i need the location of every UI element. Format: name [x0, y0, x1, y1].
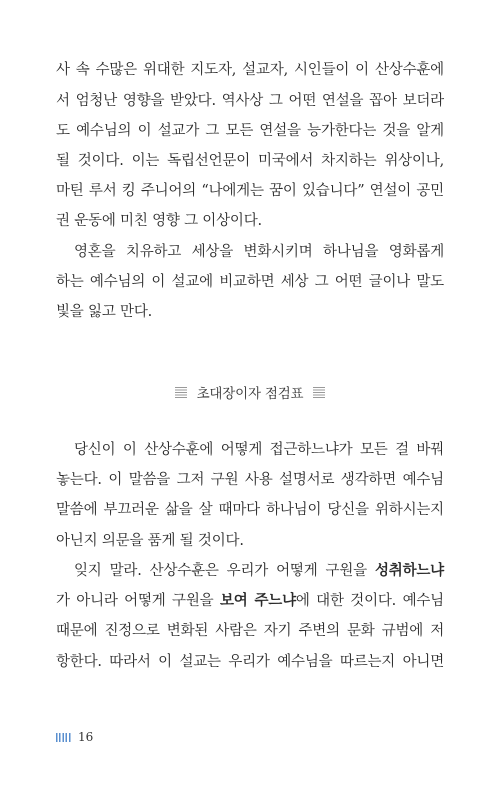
body-text-line: 항한다. 따라서 이 설교는 우리가 예수님을 따르는지 아니면 [56, 654, 444, 670]
body-text-line: 사 속 수많은 위대한 지도자, 설교자, 시인들이 이 산상수훈에 [56, 62, 444, 78]
body-text-line: 마틴 루서 킹 주니어의 “나에게는 꿈이 있습니다” 연설이 공민 [56, 183, 444, 199]
body-text-line [56, 591, 444, 611]
body-text-line: 권 운동에 미친 영향 그 이상이다. [56, 213, 262, 229]
body-text-line: 영혼을 치유하고 세상을 변화시키며 하나님을 영화롭게 [74, 244, 444, 260]
body-text-line: 서 엄청난 영향을 받았다. 역사상 그 어떤 연설을 꼽아 보더라 [56, 93, 444, 109]
page-footer [56, 729, 93, 745]
section-heading [0, 382, 500, 402]
body-text-line: 하는 예수님의 이 설교에 비교하면 세상 그 어떤 글이나 말도 [56, 274, 444, 290]
emphasis-text: 보여 주느냐 [219, 593, 296, 609]
page-number: 16 [78, 730, 94, 744]
text-span: 잊지 말라. 산상수훈은 우리가 어떻게 구원을 [74, 563, 375, 579]
body-text-line [74, 561, 444, 581]
body-text-line: 당신이 이 산상수훈에 어떻게 접근하느냐가 모든 걸 바꿔 [74, 442, 444, 458]
body-text-line: 놓는다. 이 말씀을 그저 구원 사용 설명서로 생각하면 예수님 [56, 472, 444, 488]
body-text-line: 말씀에 부끄러운 삶을 살 때마다 하나님이 당신을 위하시는지 [56, 502, 444, 518]
body-text-line: 될 것이다. 이는 독립선언문이 미국에서 차지하는 위상이나, [56, 153, 444, 169]
body-text-line: 도 예수님의 이 설교가 그 모든 연설을 능가한다는 것을 알게 [56, 123, 444, 139]
emphasis-text: 성취하느냐 [374, 563, 444, 579]
hatch-ornament-icon [175, 386, 187, 398]
page-marker-icon [56, 733, 72, 742]
hatch-ornament-icon [313, 386, 325, 398]
body-text-line: 아닌지 의문을 품게 될 것이다. [56, 533, 244, 549]
body-text-line: 때문에 진정으로 변화된 사람은 자기 주변의 문화 규범에 저 [56, 623, 444, 639]
text-span: 에 대한 것이다. 예수님 [295, 593, 444, 609]
section-heading-text: 초대장이자 점검표 [196, 386, 304, 402]
body-text-line: 빛을 잃고 만다. [56, 304, 153, 320]
text-span: 가 아니라 어떻게 구원을 [56, 593, 220, 609]
